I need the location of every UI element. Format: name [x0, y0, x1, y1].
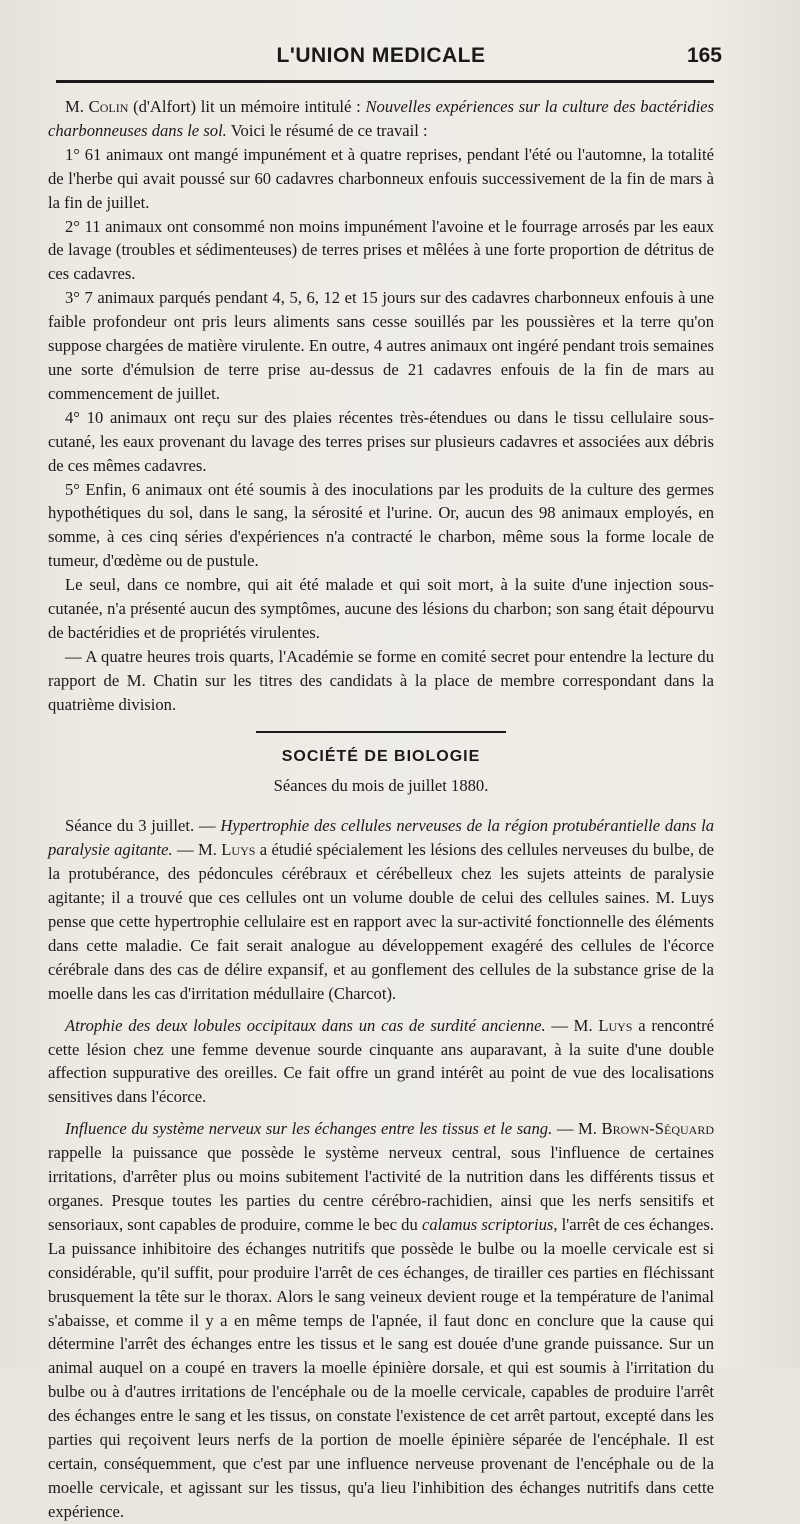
colin-item-2: 2° 11 animaux ont consommé non moins impunément l'avoine et le fourrage arrosés par les eaux de lavage (troubles et sédimenteuses) de terres prises et mêlées à une forte proportion de détritus de ces cadavres. — [48, 216, 714, 284]
page-header — [48, 34, 722, 74]
colin-conclusion: Le seul, dans ce nombre, qui ait été malade et qui soit mort, à la suite d'une injection sous-cutanée, n'a présenté aucun des symptômes, aucune des lésions du charbon; son sang était dépourvu de bactéridies et de propriétés virulentes. — [48, 575, 714, 642]
luys-hypertrophy-title: Hypertrophie des cellules nerveuses de la région protubérantielle dans la paralysie agitante. — [48, 816, 714, 860]
colin-intro: M. Colin (d'Alfort) lit un mémoire intitulé : Nouvelles expériences sur la culture des bactéridies charbonneuses dans le sol. Voici le résumé de ce travail : — [48, 97, 715, 140]
luys-atrophy-title: Atrophie des deux lobules occipitaux dans un cas de surdité ancienne. — [65, 1015, 546, 1035]
section-title: SOCIÉTÉ DE BIOLOGIE — [281, 747, 481, 765]
colin-item-3: 3° 7 animaux parqués pendant 4, 5, 6, 12 et 15 jours sur des cadavres charbonneux enfouis à une faible profondeur ont pris leurs aliments sans cesse souillés par les poussières et la terre qu'on suppose chargées de matière virulente. En outre, 4 autres animaux ont ingéré pendant trois semaines une sorte d'émulsion de terre prise au-dessus de 21 cadavres enfouis de la fin de mars au commencement de juillet. — [48, 288, 714, 403]
author-brown-sequard: Brown-Séquard — [601, 1119, 715, 1139]
section-divider — [256, 731, 506, 733]
article-body — [48, 95, 714, 1524]
brown-sequard-paragraph: Influence du système nerveux sur les échanges entre les tissus et le sang. — M. Brown-Séquard rappelle la puissance que possède le système nerveux central, sous l'influence de certaines irritations, d'arrêter plus ou moins subitement l'activité de la nutrition dans les différents tissus et organes. Presque toutes les parties du centre cérébro-rachidien, ainsi que les nerfs sensitifs et sensoriaux, sont capables de produire, comme le bec du calamus scriptorius, l'arrêt de ces échanges. La puissance inhibitoire des échanges nutritifs que possède le bulbe ou la moelle cervicale est si considérable, qu'il suffit, pour produire l'arrêt de ces échanges, de tirailler ces parties en fléchissant brusquement la tête sur le thorax. Alors le sang veineux devient rouge et la température de l'animal s'abaisse, et comme il y a en même temps de l'apnée, il faut donc en conclure que la cause qui détermine l'arrêt des échanges entre les tissus et le sang est douée d'une grande puissance. Sur un animal auquel on a coupé en travers la moelle épinière dorsale, et qui est soumis à l'irritation du bulbe ou à d'autres irritations de l'encéphale ou de la moelle cervicale, capables de produire l'arrêt des échanges entre le sang et les tissus, on constate l'existence de cet arrêt partout, excepté dans les parties qui reçoivent leurs nerfs de la portion de moelle épinière séparée de l'encéphale. Il est certain, conséquemment, que c'est par une influence nerveuse provenant de l'encéphale ou de la moelle cervicale, et agissant sur les tissus, qu'a lieu l'inhibition des échanges nutritifs dans cette expérience. — [48, 1119, 715, 1521]
author-luys: Luys — [221, 840, 256, 860]
author-colin: M. Colin — [65, 97, 129, 116]
running-title: L'UNION MEDICALE — [276, 44, 486, 67]
academy-closing: — A quatre heures trois quarts, l'Académie se forme en comité secret pour entendre la lecture du rapport de M. Chatin sur les titres des candidats à la place de membre correspondant dans la quatrième division. — [48, 646, 714, 714]
author-luys-2: Luys — [598, 1015, 633, 1035]
session-subtitle: Séances du mois de juillet 1880. — [273, 776, 489, 796]
header-rule — [56, 80, 714, 83]
colin-item-5: 5° Enfin, 6 animaux ont été soumis à des inoculations par les produits de la culture des germes hypothétiques du sol, dans le sang, la sérosité et l'urine. Or, aucun des 98 animaux employés, en somme, à ces cinq séries d'expériences n'a contracté le charbon, même sous la forme locale de tumeur, d'œdème ou de pustule. — [48, 479, 714, 571]
colin-item-1: 1° 61 animaux ont mangé impunément et à quatre reprises, pendant l'été ou l'automne, la totalité de l'herbe qui avait poussé sur 60 cadavres charbonneux enfouis successivement de la fin de mars à la fin de juillet. — [48, 144, 714, 212]
calamus-term: calamus scriptorius — [421, 1214, 554, 1234]
colin-item-4: 4° 10 animaux ont reçu sur des plaies récentes très-étendues ou dans le tissu cellulaire sous-cutané, les eaux provenant du lavage des terres prises sur plusieurs cadavres et associées aux débris de ces mêmes cadavres. — [48, 407, 714, 475]
luys-atrophy-paragraph: Atrophie des deux lobules occipitaux dans un cas de surdité ancienne. — M. Luys a rencontré cette lésion chez une femme devenue sourde cinquante ans auparavant, à la suite d'une double affection suppurative des oreilles. Ce fait offre un grand intérêt au point de vue des localisations sensitives dans l'écorce. — [48, 1015, 714, 1107]
brown-sequard-title: Influence du système nerveux sur les échanges entre les tissus et le sang. — [65, 1119, 553, 1139]
page-number: 165 — [686, 44, 722, 67]
luys-hypertrophy-paragraph: Séance du 3 juillet. — Hypertrophie des cellules nerveuses de la région protubérantielle dans la paralysie agitante. — M. Luys a étudié spécialement les lésions des cellules nerveuses du bulbe, de la protubérance, des pédoncules cérébraux et cérébelleux chez les sujets atteints de paralysie agitante; il a trouvé que ces cellules ont un volume double de celui des cellules saines. M. Luys pense que cette hypertrophie cellulaire est en rapport avec la sur-activité fonctionnelle des éléments dans cette maladie. Ce fait serait analogue au développement exagéré des cellules de l'écorce cérébrale dans des cas de délire expansif, et au gonflement des cellules de la substance grise de la moelle dans les cas d'irritation médullaire (Charcot). — [48, 816, 714, 1003]
colin-memoir-title: Nouvelles expériences sur la culture des bactéridies charbonneuses dans le sol. — [48, 97, 715, 140]
